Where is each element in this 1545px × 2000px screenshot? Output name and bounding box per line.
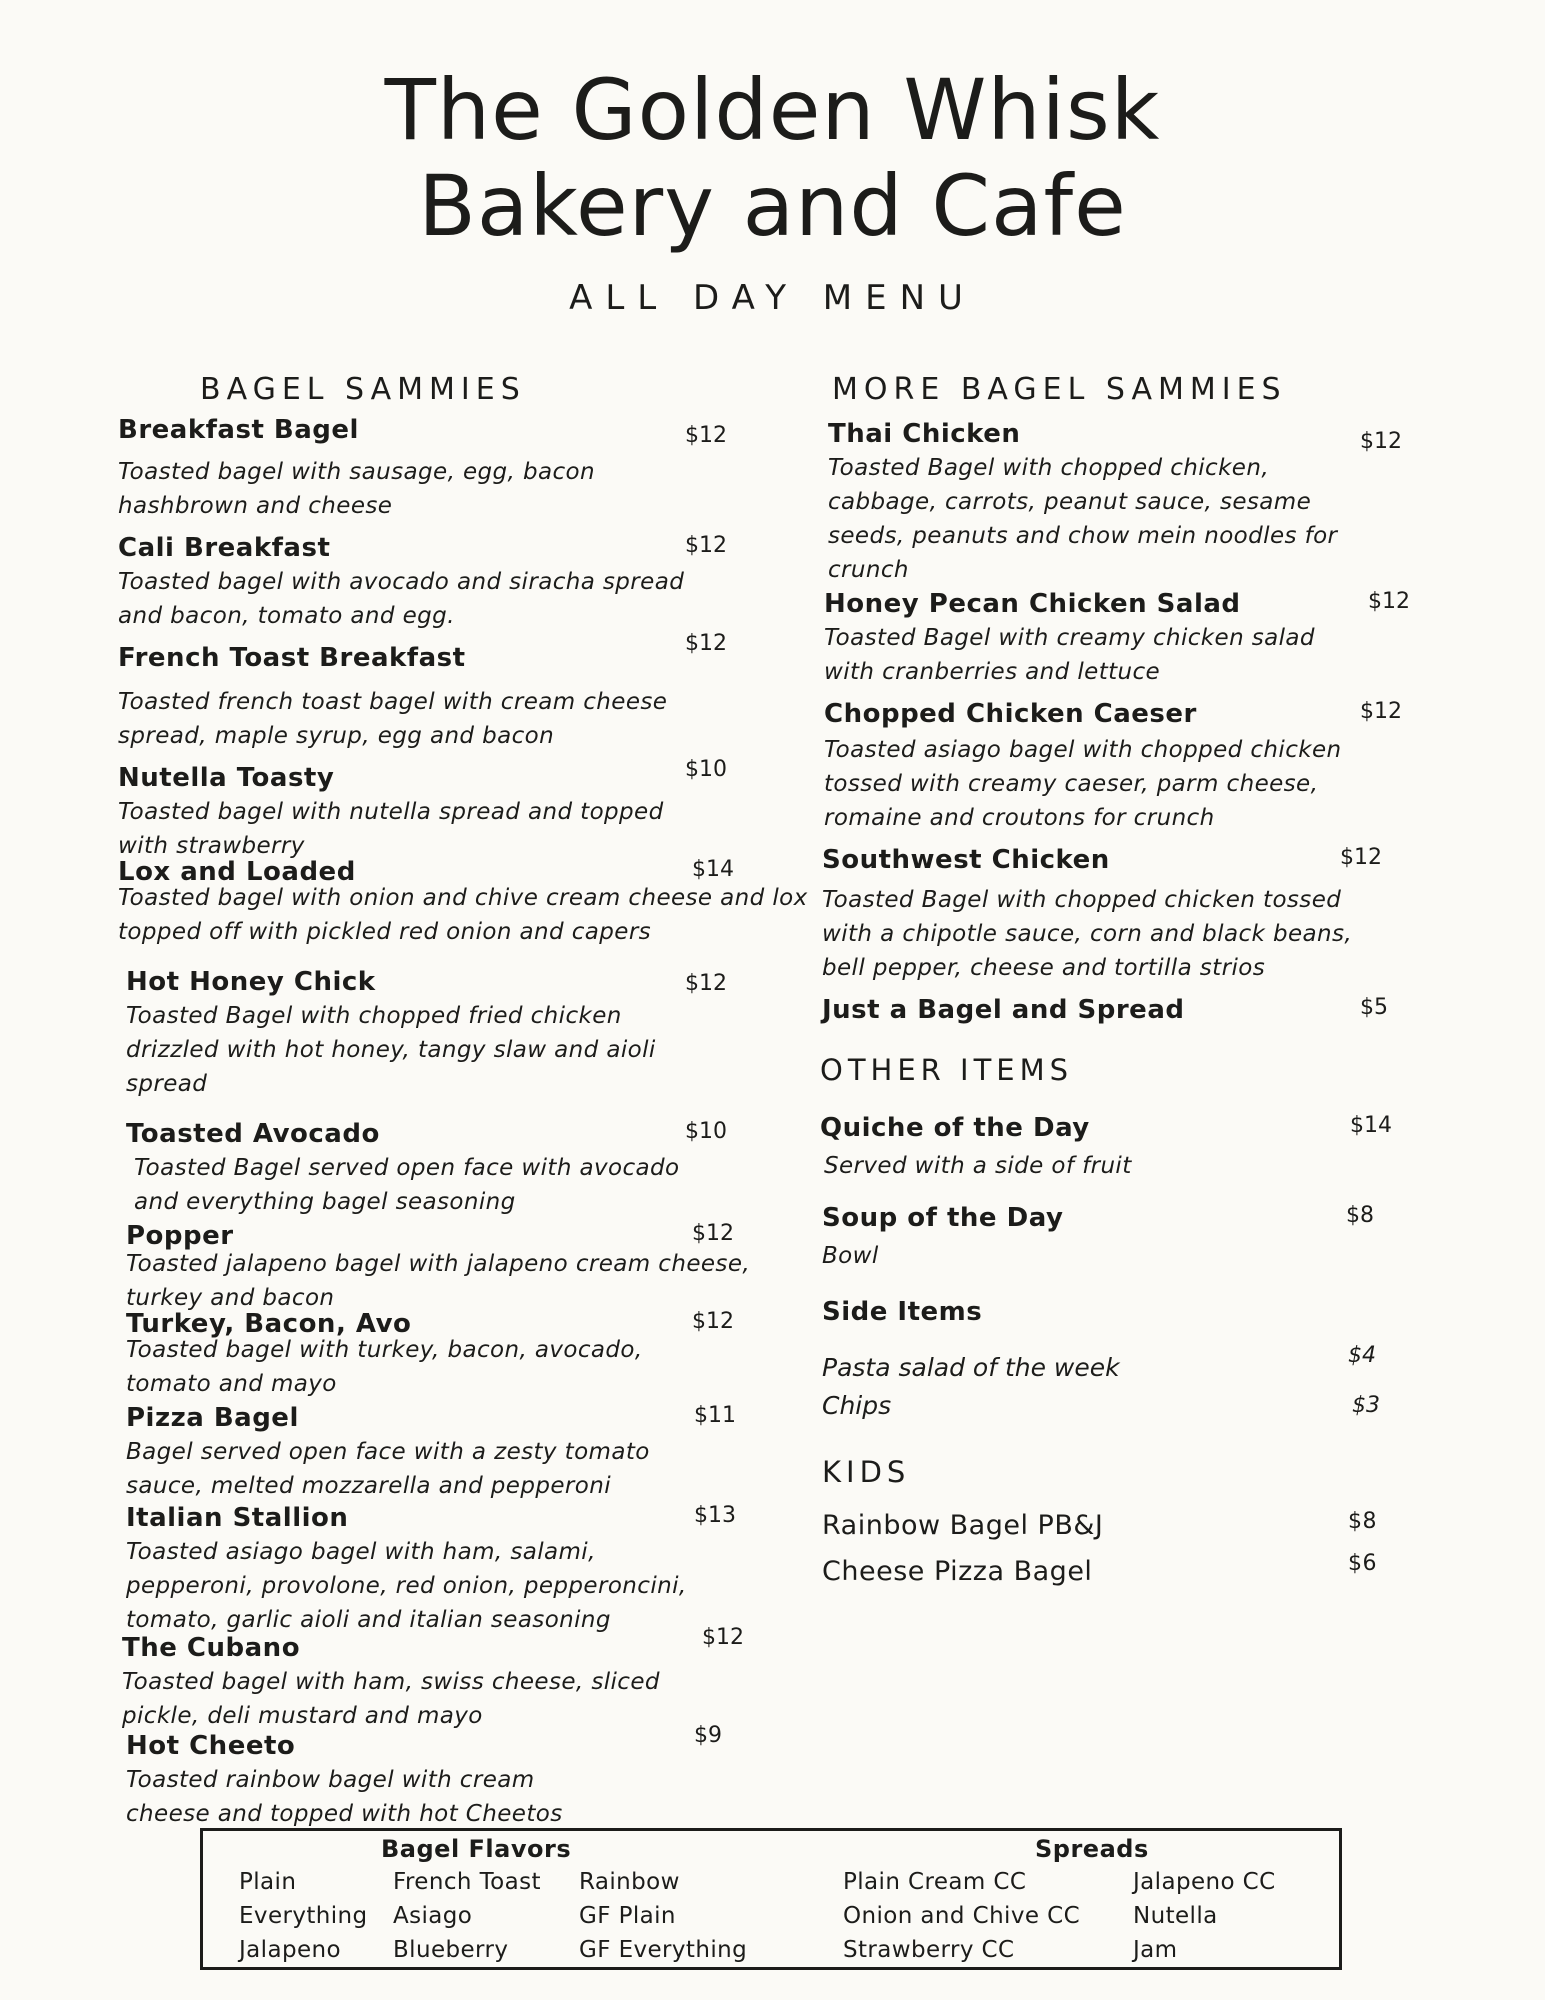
item-price: $5 [1360, 995, 1388, 1020]
item-price: $3 [1352, 1393, 1380, 1418]
item-price: $14 [1350, 1113, 1392, 1138]
title-line-2: Bakery and Cafe [418, 157, 1127, 255]
item-price: $12 [702, 1625, 744, 1650]
menu-item [118, 855, 808, 949]
side-item [822, 1343, 1450, 1387]
item-price: $12 [685, 533, 727, 558]
item-price: $12 [1340, 845, 1382, 870]
item-description: Toasted Bagel with chopped chicken, cabbage, carrots, peanut sauce, sesame seeds, peanuts and chow mein noodles for crunch [828, 455, 1338, 583]
item-description: Toasted Bagel with chopped fried chicken drizzled with hot honey, tangy slaw and aioli spread [126, 1003, 656, 1097]
item-description: Toasted jalapeno bagel with jalapeno cream cheese, turkey and bacon [126, 1251, 751, 1311]
item-price: $12 [685, 423, 727, 448]
item-name: Turkey, Bacon, Avo [126, 1309, 412, 1339]
menu-item [820, 417, 1450, 587]
flavor-item: Rainbow [579, 1869, 680, 1895]
flavor-item: GF Everything [579, 1937, 748, 1963]
item-description: Toasted Bagel with chopped chicken tossed with a chipotle sauce, corn and black beans, bell pepper, cheese and tortilla strios [822, 887, 1353, 981]
menu-item [118, 965, 798, 1101]
flavor-item: Blueberry [393, 1937, 509, 1963]
menu-item [118, 631, 798, 753]
item-name: Soup of the Day [822, 1203, 1064, 1233]
item-description: Toasted bagel with avocado and siracha spread and bacon, tomato and egg. [118, 569, 685, 629]
item-price: $12 [1360, 429, 1402, 454]
item-price: $12 [1368, 589, 1410, 614]
item-description: Bagel served open face with a zesty tomato sauce, melted mozzarella and pepperoni [126, 1439, 650, 1499]
spread-item: Jalapeno CC [1133, 1869, 1276, 1895]
item-name: Southwest Chicken [822, 845, 1110, 875]
item-description: Toasted asiago bagel with ham, salami, pepperoni, provolone, red onion, pepperoncini, tomato, garlic aioli and italian seasoning [126, 1539, 687, 1633]
item-price: $12 [692, 1309, 734, 1334]
item-description: Toasted bagel with nutella spread and topped with strawberry [118, 799, 664, 859]
flavor-item: Everything [239, 1903, 368, 1929]
spread-item: Strawberry CC [843, 1937, 1015, 1963]
item-price: $11 [694, 1403, 736, 1428]
item-price: $6 [1348, 1551, 1377, 1576]
menu-item [118, 757, 798, 863]
item-name: Pizza Bagel [126, 1403, 299, 1433]
spread-column-2 [1133, 1865, 1276, 1967]
spread-item: Jam [1133, 1937, 1178, 1963]
menu-item [118, 413, 798, 523]
item-description: Toasted bagel with onion and chive cream cheese and lox topped off with pickled red onion and capers [118, 885, 808, 945]
spread-item: Nutella [1133, 1903, 1218, 1929]
item-price: $8 [1348, 1509, 1377, 1534]
flavors-spreads-box [200, 1828, 1342, 1970]
item-price: $10 [685, 1119, 727, 1144]
menu-item [118, 1723, 798, 1831]
item-description: Toasted bagel with turkey, bacon, avocado, tomato and mayo [126, 1337, 643, 1397]
item-name: Popper [126, 1221, 234, 1251]
menu-item [820, 843, 1450, 985]
item-name: Thai Chicken [828, 419, 1021, 449]
menu-item [118, 1117, 798, 1219]
item-name: Hot Cheeto [126, 1731, 296, 1761]
section-heading: OTHER ITEMS [820, 1053, 1074, 1087]
item-description: Toasted asiago bagel with chopped chicken tossed with creamy caeser, parm cheese, romaine and croutons for crunch [824, 737, 1342, 831]
section-heading: KIDS [822, 1455, 911, 1489]
spread-item: Onion and Chive CC [843, 1903, 1081, 1929]
item-price: $13 [694, 1503, 736, 1528]
item-name: Cheese Pizza Bagel [822, 1556, 1093, 1587]
item-price: $12 [685, 971, 727, 996]
flavor-item: Jalapeno [239, 1937, 341, 1963]
flavor-item: French Toast [393, 1869, 541, 1895]
flavor-item: Plain [239, 1869, 297, 1895]
menu-subtitle: ALL DAY MENU [569, 278, 976, 318]
item-description: Bowl [822, 1243, 879, 1269]
kids-item [822, 1549, 1450, 1595]
menu-item [118, 1219, 798, 1315]
item-price: $12 [692, 1221, 734, 1246]
item-price: $12 [1360, 699, 1402, 724]
restaurant-title [0, 62, 1545, 254]
section-heading: MORE BAGEL SAMMIES [832, 372, 1287, 407]
item-price: $4 [1348, 1343, 1376, 1368]
section-heading: BAGEL SAMMIES [200, 372, 526, 407]
flavor-column-2 [393, 1865, 541, 1967]
menu-item [118, 1625, 798, 1733]
side-items-heading: Side Items [822, 1297, 983, 1327]
item-price: $8 [1346, 1203, 1374, 1228]
item-description: Served with a side of fruit [824, 1153, 1132, 1179]
spreads-heading: Spreads [1035, 1835, 1149, 1863]
right-column [820, 372, 1450, 1595]
menu-item [820, 993, 1450, 1027]
item-description: Toasted bagel with ham, swiss cheese, sliced pickle, deli mustard and mayo [122, 1669, 660, 1729]
flavor-item: GF Plain [579, 1903, 676, 1929]
bagel-flavors-heading: Bagel Flavors [381, 1835, 572, 1863]
spread-item: Plain Cream CC [843, 1869, 1027, 1895]
menu-item [118, 1501, 798, 1637]
menu-item [820, 697, 1450, 835]
item-name: Just a Bagel and Spread [822, 995, 1185, 1025]
item-description: Toasted french toast bagel with cream cheese spread, maple syrup, egg and bacon [118, 689, 668, 749]
item-name: Italian Stallion [126, 1503, 349, 1533]
item-name: Quiche of the Day [820, 1113, 1090, 1143]
menu-item [118, 1401, 798, 1503]
item-description: Toasted rainbow bagel with cream cheese and topped with hot Cheetos [126, 1767, 563, 1827]
menu-item [820, 1201, 1450, 1273]
item-price: $9 [694, 1723, 722, 1748]
spread-column-1 [843, 1865, 1080, 1967]
item-price: $10 [685, 757, 727, 782]
item-description: Toasted bagel with sausage, egg, bacon hashbrown and cheese [118, 459, 595, 519]
side-item [822, 1387, 1450, 1425]
item-name: Nutella Toasty [118, 763, 335, 793]
item-name: Cali Breakfast [118, 533, 331, 563]
item-description: Toasted Bagel with creamy chicken salad with cranberries and lettuce [824, 625, 1315, 685]
item-name: Honey Pecan Chicken Salad [824, 589, 1241, 619]
flavor-column-3 [579, 1865, 747, 1967]
item-price: $12 [685, 631, 727, 656]
item-name: Toasted Avocado [126, 1119, 380, 1149]
item-name: Pasta salad of the week [822, 1353, 1120, 1382]
item-name: Breakfast Bagel [118, 415, 359, 445]
bagel-sammies-section [118, 372, 808, 1831]
menu-item [820, 1111, 1450, 1183]
item-name: Chopped Chicken Caeser [824, 699, 1197, 729]
item-name: Chips [822, 1391, 892, 1420]
item-description: Toasted Bagel served open face with avocado and everything bagel seasoning [134, 1155, 680, 1215]
menu-item [118, 531, 798, 633]
title-line-1: The Golden Whisk [384, 61, 1161, 159]
menu-item [118, 1307, 798, 1401]
flavor-column-1 [239, 1865, 368, 1967]
flavor-item: Asiago [393, 1903, 473, 1929]
item-name: The Cubano [122, 1633, 301, 1663]
menu-item [820, 587, 1450, 689]
item-price: $14 [692, 857, 734, 882]
item-name: Hot Honey Chick [126, 967, 376, 997]
item-name: Lox and Loaded [118, 857, 356, 887]
item-name: Rainbow Bagel PB&J [822, 1510, 1104, 1541]
item-name: French Toast Breakfast [118, 643, 466, 673]
